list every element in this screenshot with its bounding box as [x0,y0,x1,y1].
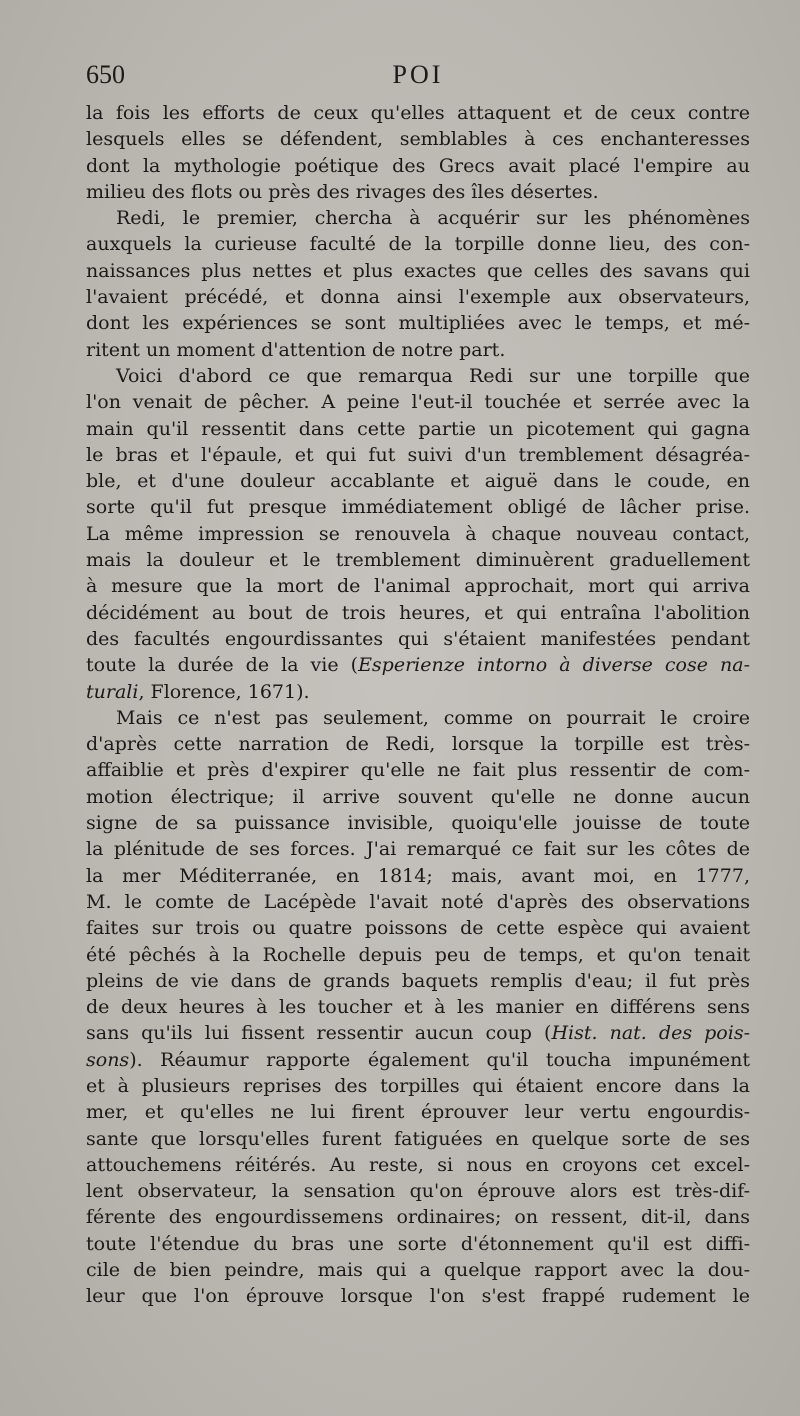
text-segment: des facultés engourdissantes qui s'étaient manifestées pendant [86,627,750,650]
text-line [86,1099,750,1125]
text-segment: naissances plus nettes et plus exactes que celles des savans qui [86,259,750,282]
text-segment: le bras et l'épaule, et qui fut suivi d'un tremblement désagréa- [86,443,750,466]
italic-text: turali [86,680,139,703]
text-line [86,547,750,573]
text-line [86,679,750,705]
text-line [86,416,750,442]
body-text [86,100,750,1310]
text-line [86,1047,750,1073]
text-line [86,573,750,599]
text-segment: l'on venait de pêcher. A peine l'eut-il touchée et serrée avec la [86,391,750,414]
text-line [86,442,750,468]
text-segment: signe de sa puissance invisible, quoiqu'elle jouisse de toute [86,812,750,835]
text-line [86,652,750,678]
text-segment: férente des engourdissemens ordinaires; on ressent, dit-il, dans [86,1206,750,1229]
text-line [86,1257,750,1283]
text-segment: M. le comte de Lacépède l'avait noté d'après des observations [86,890,750,913]
text-line [86,205,750,231]
text-segment: attouchemens réitérés. Au reste, si nous en croyons cet excel- [86,1153,750,1176]
text-segment: mais la douleur et le tremblement diminuèrent graduellement [86,549,750,572]
text-line [86,1283,750,1309]
text-line [86,626,750,652]
text-line [86,784,750,810]
text-segment: ble, et d'une douleur accablante et aiguë dans le coude, en [86,470,750,493]
text-segment: La même impression se renouvela à chaque nouveau contact, [86,522,750,545]
text-line [86,1204,750,1230]
text-line [86,915,750,941]
text-segment: été pêchés à la Rochelle depuis peu de temps, et qu'on tenait [86,943,750,966]
text-line [86,310,750,336]
text-line [86,1178,750,1204]
text-segment: sorte qu'il fut presque immédiatement obligé de lâcher prise. [86,496,750,519]
running-head: POI [392,60,444,89]
text-segment: et à plusieurs reprises des torpilles qui étaient encore dans la [86,1074,750,1097]
text-line [86,889,750,915]
text-segment: auxquels la curieuse faculté de la torpille donne lieu, des con- [86,233,750,256]
text-line [86,1231,750,1257]
text-line [86,389,750,415]
text-segment: motion électrique; il arrive souvent qu'elle ne donne aucun [86,785,750,808]
text-line [86,810,750,836]
text-segment: la plénitude de ses forces. J'ai remarqué ce fait sur les côtes de [86,838,750,861]
text-line [86,494,750,520]
text-segment: Voici d'abord ce que remarqua Redi sur une torpille que [116,364,750,387]
text-line [86,1152,750,1178]
text-line [86,1020,750,1046]
text-segment: ritent un moment d'attention de notre part. [86,338,506,361]
text-segment: affaiblie et près d'expirer qu'elle ne fait plus ressentir de com- [86,759,750,782]
text-line [86,126,750,152]
text-line [86,468,750,494]
text-segment: dont les expériences se sont multipliées avec le temps, et mé- [86,312,750,335]
text-line [86,179,750,205]
text-segment: d'après cette narration de Redi, lorsque la torpille est très- [86,733,750,756]
text-line [86,705,750,731]
text-segment: pleins de vie dans de grands baquets remplis d'eau; il fut près [86,969,750,992]
text-line [86,757,750,783]
text-segment: à mesure que la mort de l'animal approchait, mort qui arriva [86,575,750,598]
text-line [86,337,750,363]
text-segment: cile de bien peindre, mais qui a quelque rapport avec la dou- [86,1259,750,1282]
text-segment: de deux heures à les toucher et à les manier en différens sens [86,996,750,1019]
text-line [86,942,750,968]
text-segment: toute l'étendue du bras une sorte d'étonnement qu'il est diffi- [86,1232,750,1255]
text-segment: ). Réaumur rapporte également qu'il toucha impunément [129,1048,750,1071]
text-segment: leur que l'on éprouve lorsque l'on s'est frappé rudement le [86,1285,750,1308]
text-segment: sans qu'ils lui fissent ressentir aucun coup ( [86,1022,552,1045]
text-segment: lesquels elles se défendent, semblables à ces enchanteresses [86,128,750,151]
text-line [86,863,750,889]
text-segment: mer, et qu'elles ne lui firent éprouver leur vertu engourdis- [86,1101,750,1124]
text-line [86,521,750,547]
text-line [86,994,750,1020]
text-segment: Mais ce n'est pas seulement, comme on pourrait le croire [116,706,750,729]
text-segment: la mer Méditerranée, en 1814; mais, avant moi, en 1777, [86,864,750,887]
text-segment: l'avaient précédé, et donna ainsi l'exemple aux observateurs, [86,286,750,309]
text-segment: la fois les efforts de ceux qu'elles attaquent et de ceux contre [86,102,750,124]
text-line [86,731,750,757]
text-line [86,600,750,626]
italic-text: sons [86,1048,130,1071]
text-segment: dont la mythologie poétique des Grecs avait placé l'empire au [86,154,750,177]
text-line [86,153,750,179]
text-line [86,968,750,994]
text-line [86,231,750,257]
text-line [86,1126,750,1152]
text-segment: toute la durée de la vie ( [86,654,359,677]
text-segment: Redi, le premier, chercha à acquérir sur les phénomènes [116,207,750,230]
page-number: 650 [86,60,125,89]
text-line [86,258,750,284]
text-segment: faites sur trois ou quatre poissons de cette espèce qui avaient [86,917,750,940]
text-line [86,100,750,126]
italic-text: Esperienze intorno à diverse cose na- [358,654,750,677]
text-line [86,1073,750,1099]
text-segment: , Florence, 1671). [138,680,310,703]
italic-text: Hist. nat. des pois- [551,1022,750,1045]
text-line [86,363,750,389]
text-line [86,284,750,310]
page-header [86,60,750,96]
text-segment: décidément au bout de trois heures, et qui entraîna l'abolition [86,601,750,624]
text-line [86,836,750,862]
text-segment: lent observateur, la sensation qu'on éprouve alors est très-dif- [86,1180,750,1203]
text-segment: milieu des flots ou près des rivages des îles désertes. [86,180,599,203]
text-segment: sante que lorsqu'elles furent fatiguées en quelque sorte de ses [86,1127,750,1150]
text-segment: main qu'il ressentit dans cette partie un picotement qui gagna [86,417,750,440]
